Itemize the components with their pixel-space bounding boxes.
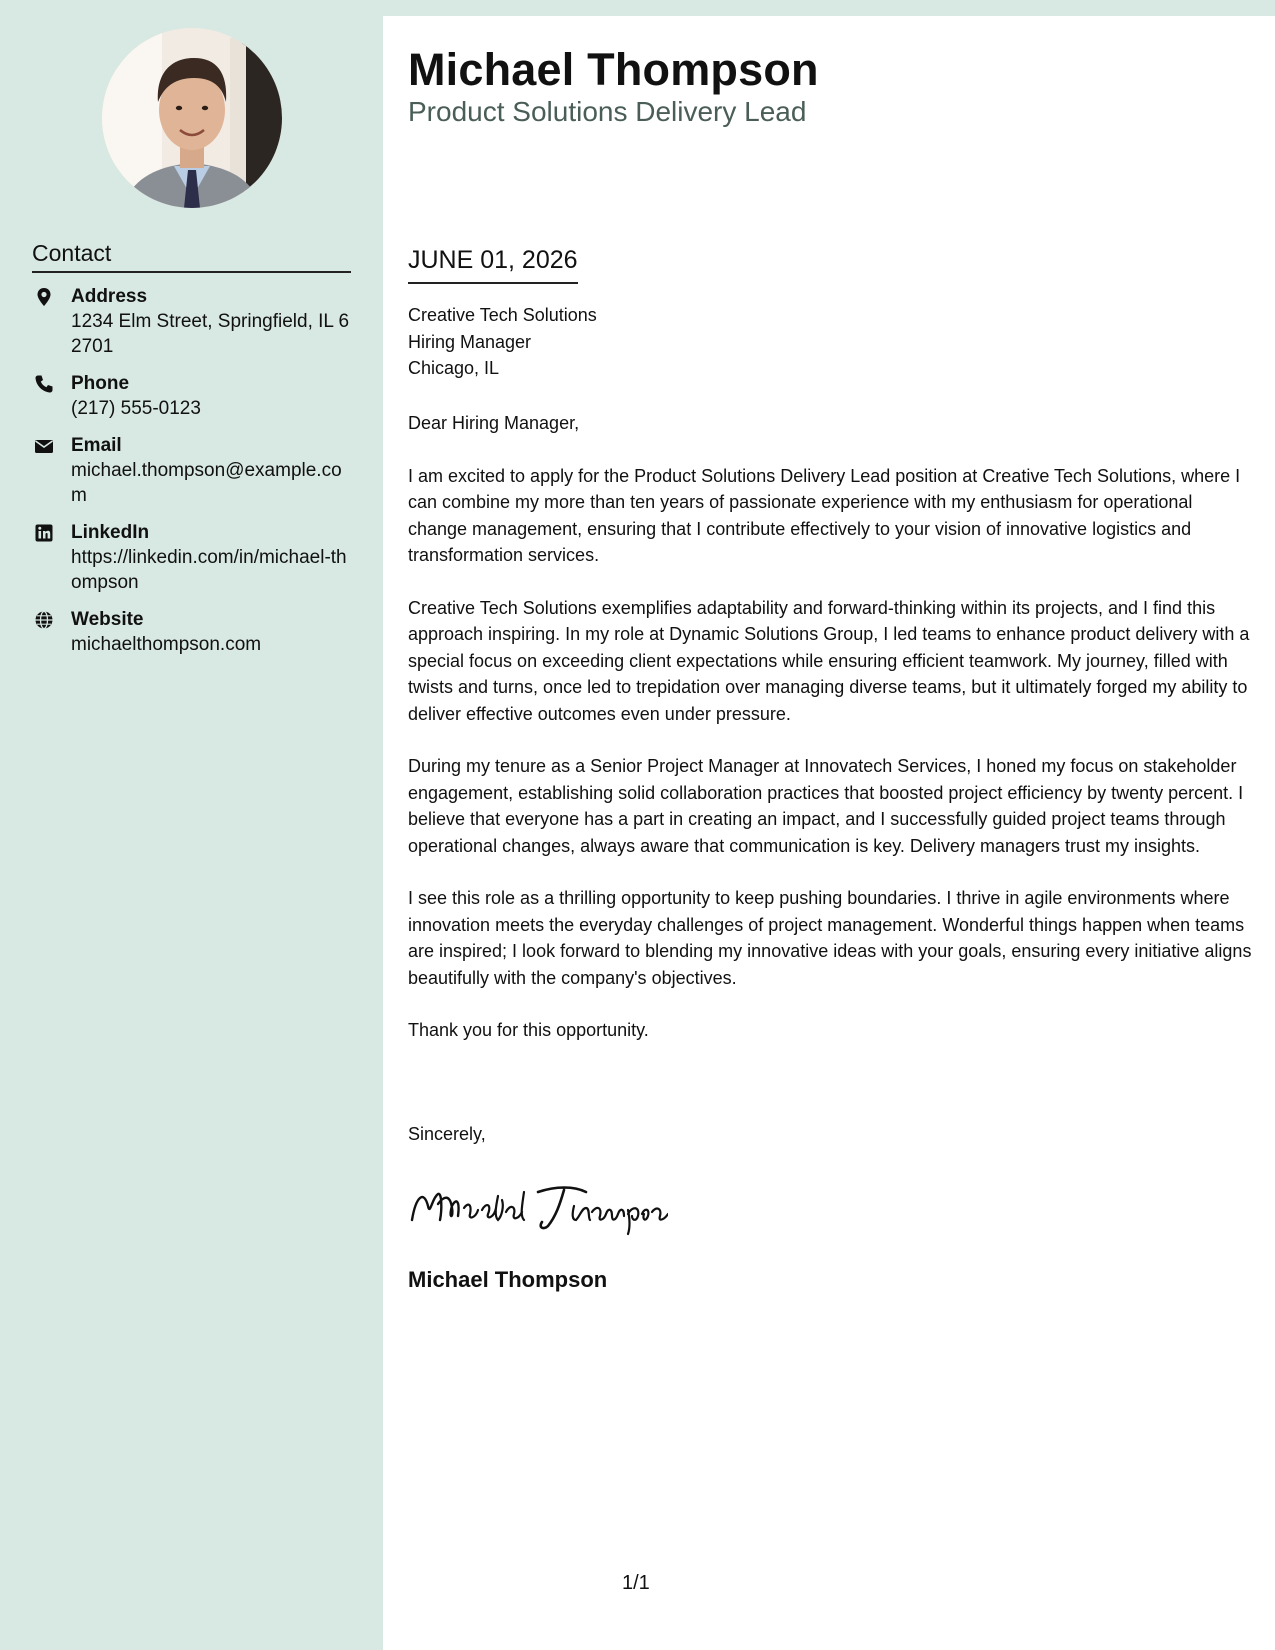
contact-value-website[interactable]: michaelthompson.com: [71, 634, 262, 655]
contact-value-email[interactable]: michael.thompson@example.com: [71, 460, 342, 506]
contact-value-linkedin[interactable]: https://linkedin.com/in/michael-thompson: [71, 547, 347, 593]
paragraph: I see this role as a thrilling opportunity to keep pushing boundaries. I thrive in agile environments where innovation meets the everyday challenges of project management. Wonderful things happen when teams are inspired; I look forward to blending my innovative ideas with your goals, ensuring every initiative aligns beautifully with the company's objectives.: [408, 888, 1252, 988]
paragraph: Thank you for this opportunity.: [408, 1020, 649, 1040]
handwritten-signature: [406, 1176, 668, 1236]
contact-label-website: Website: [71, 609, 144, 630]
contact-item-phone: [32, 371, 352, 421]
recipient-location: Chicago, IL: [408, 358, 500, 378]
paragraph: During my tenure as a Senior Project Manager at Innovatech Services, I honed my focus on stakeholder engagement, establishing solid collaboration practices that boosted project efficiency by twenty percent. I believe that everyone has a part in creating an impact, and I successfully guided project teams through operational changes, always aware that communication is key. Delivery managers trust my insights.: [408, 756, 1244, 856]
contact-item-address: [32, 284, 352, 359]
contact-label-address: Address: [71, 286, 148, 307]
phone-icon: [34, 374, 54, 394]
recipient-role: Hiring Manager: [408, 331, 532, 352]
paragraph: Creative Tech Solutions exemplifies adaptability and forward-thinking within its projects, and I find this approach inspiring. In my role at Dynamic Solutions Group, I led teams to enhance product delivery with a special focus on exceeding client expectations while ensuring efficient teamwork. My journey, filled with twists and turns, once led to trepidation over managing diverse teams, but it ultimately forged my ability to deliver effective outcomes even under pressure.: [408, 597, 1250, 724]
contact-item-email: [32, 433, 352, 508]
recipient-block: [408, 302, 597, 382]
contact-value-phone: (217) 555-0123: [71, 398, 201, 419]
signer-name: Michael Thompson: [408, 1267, 608, 1292]
contact-list: [32, 284, 352, 669]
contact-label-phone: Phone: [71, 373, 130, 394]
contact-value-address: 1234 Elm Street, Springfield, IL 62701: [71, 311, 350, 357]
avatar-portrait: [102, 28, 282, 208]
linkedin-icon: [34, 523, 54, 543]
globe-icon: [34, 610, 54, 630]
recipient-company: Creative Tech Solutions: [408, 305, 597, 325]
contact-heading: Contact: [32, 240, 351, 273]
contact-label-email: Email: [71, 435, 122, 456]
letter-date: JUNE 01, 2026: [408, 244, 578, 284]
contact-item-website: [32, 607, 352, 657]
envelope-icon: [34, 436, 54, 456]
closing: Sincerely,: [408, 1124, 486, 1144]
location-pin-icon: [34, 287, 54, 307]
contact-item-linkedin: [32, 520, 352, 595]
avatar: [102, 28, 282, 208]
paragraph: I am excited to apply for the Product Solutions Delivery Lead position at Creative Tech Solutions, where I can combine my more than ten years of passionate experience with my enthusiasm for operational change management, ensuring that I contribute effectively to your vision of innovative logistics and transformation services.: [408, 465, 1241, 565]
contact-label-linkedin: LinkedIn: [71, 522, 150, 543]
applicant-title: Product Solutions Delivery Lead: [408, 96, 807, 127]
salutation: Dear Hiring Manager,: [408, 413, 580, 433]
applicant-name: Michael Thompson: [408, 44, 819, 95]
page-number: 1/1: [622, 1572, 650, 1594]
letter-body: [408, 410, 1253, 1070]
